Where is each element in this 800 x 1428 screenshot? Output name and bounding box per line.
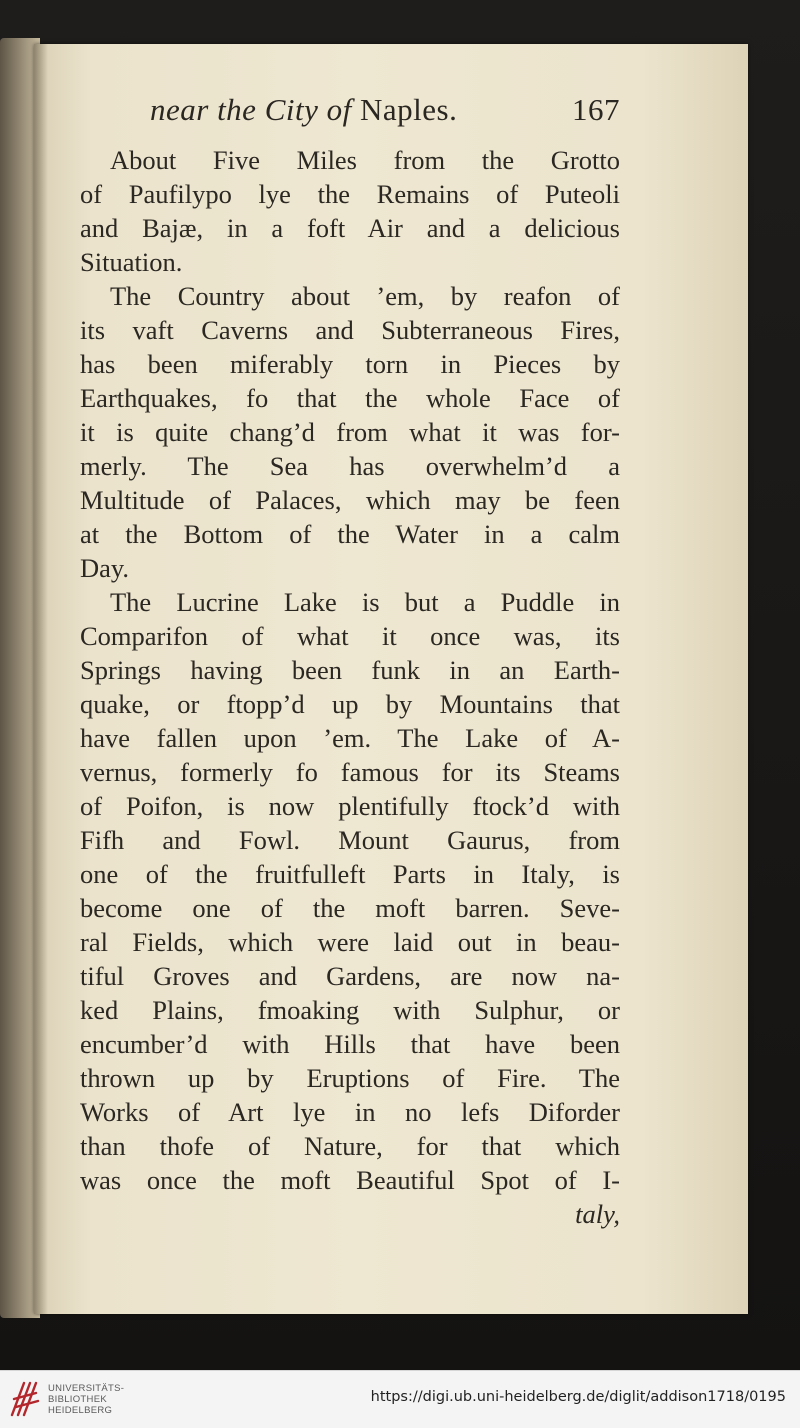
institution-line: HEIDELBERG	[48, 1405, 113, 1416]
text-line: encumber’d with Hills that have been	[80, 1029, 620, 1059]
text-line: vernus, formerly fo famous for its Steams	[80, 757, 620, 787]
text-line: Comparifon of what it once was, its	[80, 621, 620, 651]
text-line: Springs having been funk in an Earth-	[80, 655, 620, 685]
institution-name	[48, 1383, 124, 1416]
text-line: Situation.	[80, 247, 183, 277]
ub-heidelberg-logo-icon[interactable]	[8, 1379, 44, 1419]
viewer-footer	[0, 1370, 800, 1428]
running-head	[150, 92, 620, 140]
text-line: Multitude of Palaces, which may be feen	[80, 485, 620, 515]
page-number: 167	[572, 92, 620, 127]
text-line: of Poifon, is now plentifully ftock’d with	[80, 791, 620, 821]
text-line: it is quite chang’d from what it was for-	[80, 417, 620, 447]
text-line: than thofe of Nature, for that which	[80, 1131, 620, 1161]
text-line: Fifh and Fowl. Mount Gaurus, from	[80, 825, 620, 855]
page-gutter-shadow	[34, 44, 48, 1314]
text-line: The Lucrine Lake is but a Puddle in	[110, 587, 620, 617]
text-line: have fallen upon ’em. The Lake of A-	[80, 723, 620, 753]
text-line: The Country about ’em, by reafon of	[110, 281, 620, 311]
text-line: has been miferably torn in Pieces by	[80, 349, 620, 379]
text-line: its vaft Caverns and Subterraneous Fires,	[80, 315, 620, 345]
text-line: merly. The Sea has overwhelm’d a	[80, 451, 620, 481]
text-line: quake, or ftopp’d up by Mountains that	[80, 689, 620, 719]
page-text	[80, 143, 620, 1231]
institution-line: BIBLIOTHEK	[48, 1394, 107, 1405]
text-line: Day.	[80, 553, 130, 583]
institution-line: UNIVERSITÄTS-	[48, 1383, 125, 1394]
text-line: About Five Miles from the Grotto	[110, 145, 620, 175]
text-line: become one of the moft barren. Seve-	[80, 893, 620, 923]
text-line: Earthquakes, fo that the whole Face of	[80, 383, 620, 413]
text-line: at the Bottom of the Water in a calm	[80, 519, 620, 549]
text-line: of Paufilypo lye the Remains of Puteoli	[80, 179, 620, 209]
text-line: taly,	[575, 1199, 620, 1229]
permalink-url[interactable]: https://digi.ub.uni-heidelberg.de/diglit/addison1718/0195	[370, 1389, 786, 1405]
text-line: ral Fields, which were laid out in beau-	[80, 927, 620, 957]
text-line: Works of Art lye in no lefs Diforder	[80, 1097, 620, 1127]
text-line: one of the fruitfulleft Parts in Italy, is	[80, 859, 620, 889]
running-head-italic: near the City of	[150, 92, 352, 127]
text-line: tiful Groves and Gardens, are now na-	[80, 961, 620, 991]
running-head-roman: Naples.	[359, 92, 458, 127]
text-line: and Bajæ, in a foft Air and a delicious	[80, 213, 620, 243]
text-line: ked Plains, fmoaking with Sulphur, or	[80, 995, 620, 1025]
text-line: was once the moft Beautiful Spot of I-	[80, 1165, 620, 1195]
text-line: thrown up by Eruptions of Fire. The	[80, 1063, 620, 1093]
